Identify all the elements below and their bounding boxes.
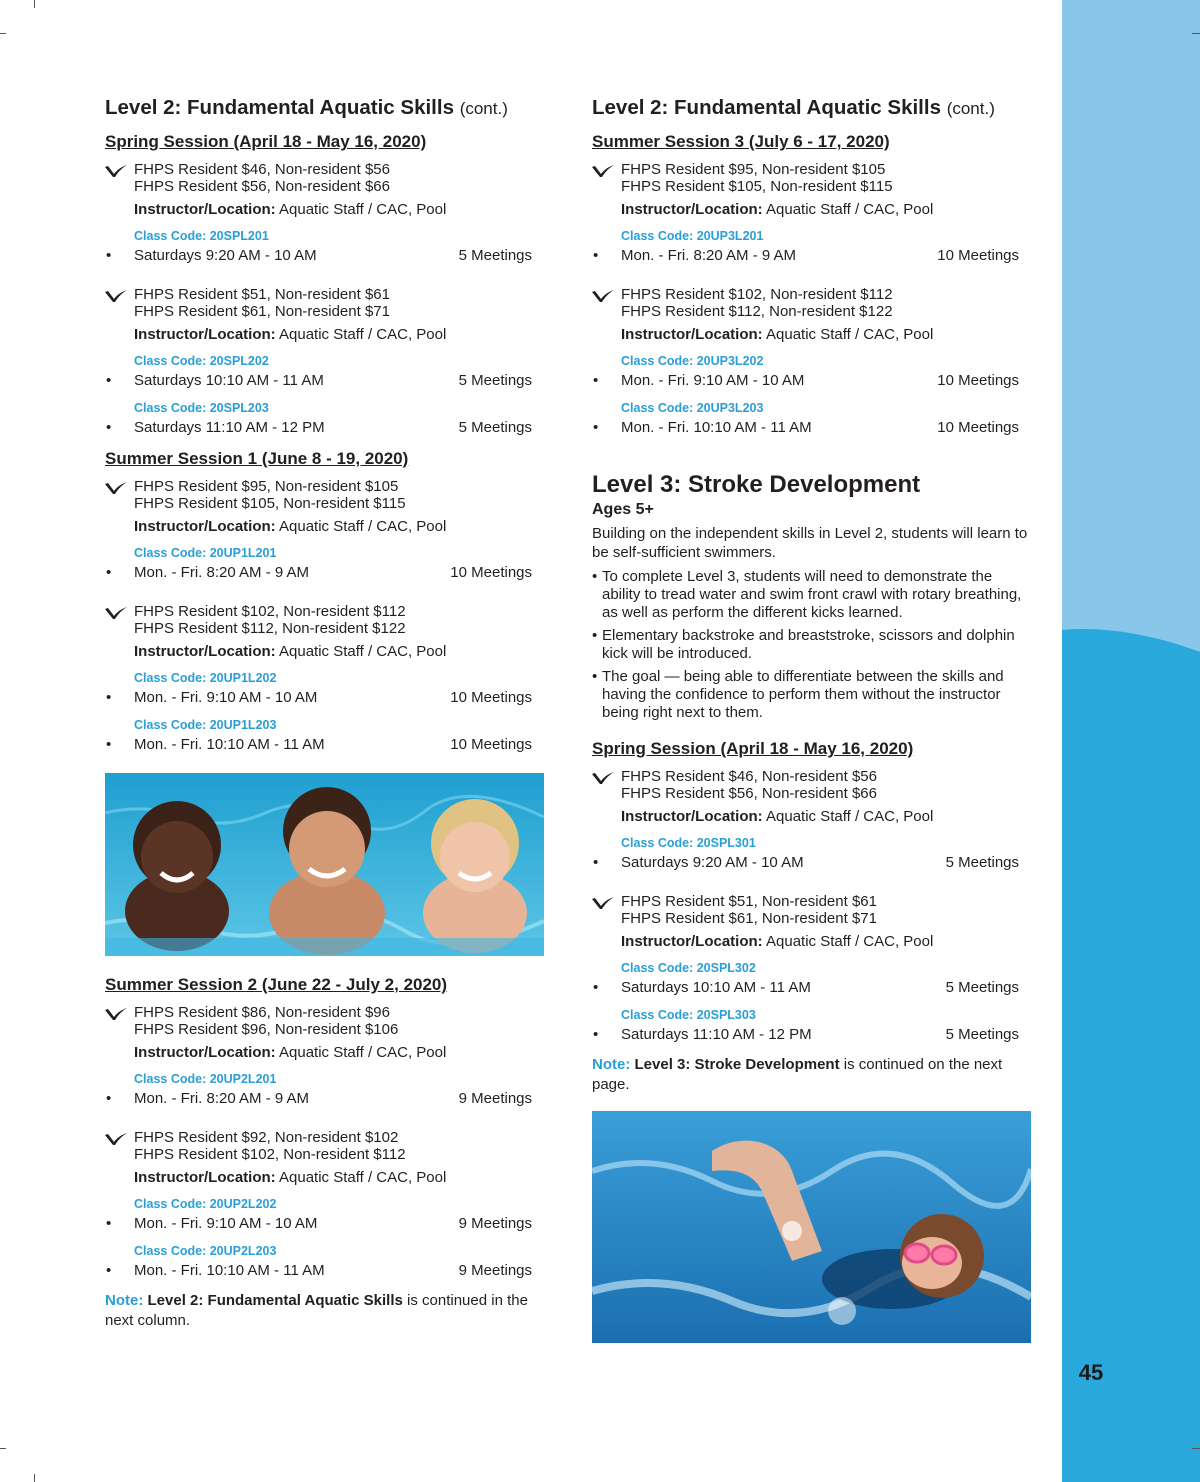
- fee-info: FHPS Resident $46, Non-resident $56 FHPS Resident $56, Non-resident $66: [105, 161, 545, 195]
- instructor-location: Instructor/Location: Aquatic Staff / CAC, Pool: [134, 1169, 447, 1186]
- fee-info: FHPS Resident $92, Non-resident $102 FHPS Resident $102, Non-resident $112: [105, 1129, 545, 1163]
- class-schedule: • Saturdays 11:10 AM - 12 PM 5 Meetings: [106, 419, 532, 436]
- fee-info: FHPS Resident $51, Non-resident $61 FHPS Resident $61, Non-resident $71: [105, 286, 545, 320]
- session-title: Summer Session 1 (June 8 - 19, 2020): [105, 449, 409, 468]
- session-block: [105, 974, 545, 1281]
- instructor-location: Instructor/Location: Aquatic Staff / CAC, Pool: [134, 201, 447, 218]
- class-schedule: • Mon. - Fri. 9:10 AM - 10 AM 9 Meetings: [106, 1215, 532, 1232]
- session-title: Spring Session (April 18 - May 16, 2020): [592, 739, 914, 758]
- class-schedule: • Saturdays 10:10 AM - 11 AM 5 Meetings: [106, 372, 532, 389]
- instructor-location: Instructor/Location: Aquatic Staff / CAC, Pool: [134, 326, 447, 343]
- bullet-icon: •: [592, 627, 598, 644]
- class-code: Class Code: 20UP1L201: [134, 546, 277, 560]
- bullet-icon: •: [593, 247, 599, 264]
- kids-in-pool-photo: [105, 773, 544, 956]
- continued-note: Note: Level 2: Fundamental Aquatic Skills is continued in the next column.: [105, 1292, 528, 1329]
- class-code: Class Code: 20SPL301: [621, 836, 756, 850]
- class-code: Class Code: 20SPL202: [134, 354, 269, 368]
- class-code: Class Code: 20UP3L202: [621, 354, 764, 368]
- checkmark-icon: [592, 164, 614, 178]
- class-code: Class Code: 20UP2L203: [134, 1244, 277, 1258]
- level3-section: [592, 470, 1032, 1343]
- checkmark-icon: [105, 164, 127, 178]
- fee-info: FHPS Resident $102, Non-resident $112 FHPS Resident $112, Non-resident $122: [592, 286, 1032, 320]
- bullet-icon: •: [593, 1026, 599, 1043]
- class-code: Class Code: 20SPL303: [621, 1008, 756, 1022]
- bullet-icon: •: [592, 668, 598, 685]
- bullet-icon: •: [106, 1090, 112, 1107]
- right-column: [592, 94, 1032, 1343]
- wave-shape: [1062, 0, 1200, 1482]
- crop-mark: [34, 1474, 35, 1482]
- class-code: Class Code: 20UP3L203: [621, 401, 764, 415]
- bullet-icon: •: [106, 372, 112, 389]
- fee-info: FHPS Resident $46, Non-resident $56 FHPS Resident $56, Non-resident $66: [592, 768, 1032, 802]
- crop-mark: [1192, 33, 1200, 34]
- bullet-icon: •: [106, 1262, 112, 1279]
- instructor-location: Instructor/Location: Aquatic Staff / CAC, Pool: [134, 643, 447, 660]
- class-schedule: • Mon. - Fri. 10:10 AM - 11 AM 10 Meetings: [106, 736, 532, 753]
- checkmark-icon: [105, 1132, 127, 1146]
- class-schedule: • Saturdays 9:20 AM - 10 AM 5 Meetings: [593, 854, 1019, 871]
- fee-info: FHPS Resident $51, Non-resident $61 FHPS Resident $61, Non-resident $71: [592, 893, 1032, 927]
- session-block: [105, 131, 545, 438]
- checkmark-icon: [105, 1007, 127, 1021]
- instructor-location: Instructor/Location: Aquatic Staff / CAC, Pool: [621, 201, 934, 218]
- class-schedule: • Mon. - Fri. 10:10 AM - 11 AM 9 Meetings: [106, 1262, 532, 1279]
- class-schedule: • Mon. - Fri. 8:20 AM - 9 AM 9 Meetings: [106, 1090, 532, 1107]
- bullet-icon: •: [106, 247, 112, 264]
- age-range: Ages 5+: [592, 501, 654, 518]
- session-title: Summer Session 3 (July 6 - 17, 2020): [592, 132, 890, 151]
- fee-info: FHPS Resident $102, Non-resident $112 FHPS Resident $112, Non-resident $122: [105, 603, 545, 637]
- page-edge-sidebar: [1062, 0, 1200, 1482]
- instructor-location: Instructor/Location: Aquatic Staff / CAC, Pool: [134, 1044, 447, 1061]
- class-code: Class Code: 20UP2L202: [134, 1197, 277, 1211]
- child-swimming-photo: [592, 1111, 1031, 1343]
- bullet-icon: •: [593, 372, 599, 389]
- bullet-icon: •: [592, 568, 598, 585]
- bullet-icon: •: [593, 979, 599, 996]
- level3-title: Level 3: Stroke Development: [592, 471, 921, 498]
- crop-mark: [0, 33, 6, 34]
- bullet-point: • Elementary backstroke and breaststroke, scissors and dolphin kick will be introduced.: [592, 627, 1015, 662]
- class-code: Class Code: 20UP3L201: [621, 229, 764, 243]
- session-title: Summer Session 2 (June 22 - July 2, 2020): [105, 975, 448, 994]
- class-code: Class Code: 20SPL201: [134, 229, 269, 243]
- bullet-point: • To complete Level 3, students will need to demonstrate the ability to tread water and swim front crawl with rotary breathing, as well as perform the different kicks learned.: [592, 568, 1022, 621]
- class-schedule: • Saturdays 9:20 AM - 10 AM 5 Meetings: [106, 247, 532, 264]
- instructor-location: Instructor/Location: Aquatic Staff / CAC, Pool: [621, 326, 934, 343]
- session-block: [105, 448, 545, 755]
- class-schedule: • Saturdays 11:10 AM - 12 PM 5 Meetings: [593, 1026, 1019, 1043]
- crop-mark: [0, 1448, 6, 1449]
- class-schedule: • Mon. - Fri. 8:20 AM - 9 AM 10 Meetings: [106, 564, 532, 581]
- instructor-location: Instructor/Location: Aquatic Staff / CAC, Pool: [621, 933, 934, 950]
- class-schedule: • Mon. - Fri. 10:10 AM - 11 AM 10 Meetings: [593, 419, 1019, 436]
- instructor-location: Instructor/Location: Aquatic Staff / CAC, Pool: [621, 808, 934, 825]
- class-schedule: • Mon. - Fri. 9:10 AM - 10 AM 10 Meetings: [106, 689, 532, 706]
- section-heading: Level 2: Fundamental Aquatic Skills (cont.): [105, 96, 508, 119]
- checkmark-icon: [592, 289, 614, 303]
- bullet-icon: •: [593, 419, 599, 436]
- fee-info: FHPS Resident $95, Non-resident $105 FHPS Resident $105, Non-resident $115: [592, 161, 1032, 195]
- crop-mark: [34, 0, 35, 8]
- class-schedule: • Mon. - Fri. 9:10 AM - 10 AM 10 Meetings: [593, 372, 1019, 389]
- bullet-icon: •: [106, 736, 112, 753]
- class-code: Class Code: 20UP2L201: [134, 1072, 277, 1086]
- session-block: [592, 131, 1032, 438]
- bullet-icon: •: [106, 1215, 112, 1232]
- section-heading: Level 2: Fundamental Aquatic Skills (cont.): [592, 96, 995, 119]
- bullet-icon: •: [106, 564, 112, 581]
- page-number: 45: [1078, 1360, 1104, 1385]
- checkmark-icon: [105, 481, 127, 495]
- class-code: Class Code: 20UP1L203: [134, 718, 277, 732]
- class-code: Class Code: 20UP1L202: [134, 671, 277, 685]
- bullet-point: • The goal — being able to differentiate between the skills and having the confidence to perform them without the instructor being right next to them.: [592, 668, 1004, 721]
- bullet-icon: •: [106, 689, 112, 706]
- session-block: [592, 738, 1032, 1045]
- fee-info: FHPS Resident $95, Non-resident $105 FHPS Resident $105, Non-resident $115: [105, 478, 545, 512]
- bullet-icon: •: [593, 854, 599, 871]
- bullet-icon: •: [106, 419, 112, 436]
- class-code: Class Code: 20SPL302: [621, 961, 756, 975]
- instructor-location: Instructor/Location: Aquatic Staff / CAC, Pool: [134, 518, 447, 535]
- class-schedule: • Mon. - Fri. 8:20 AM - 9 AM 10 Meetings: [593, 247, 1019, 264]
- left-column: [105, 94, 545, 1331]
- checkmark-icon: [105, 289, 127, 303]
- level-description: Building on the independent skills in Level 2, students will learn to be self-sufficient swimmers.: [592, 525, 1028, 561]
- continued-note: Note: Level 3: Stroke Development is continued on the next page.: [592, 1056, 1003, 1093]
- class-schedule: • Saturdays 10:10 AM - 11 AM 5 Meetings: [593, 979, 1019, 996]
- fee-info: FHPS Resident $86, Non-resident $96 FHPS Resident $96, Non-resident $106: [105, 1004, 545, 1038]
- class-code: Class Code: 20SPL203: [134, 401, 269, 415]
- session-title: Spring Session (April 18 - May 16, 2020): [105, 132, 427, 151]
- crop-mark: [1192, 1448, 1200, 1449]
- checkmark-icon: [105, 606, 127, 620]
- checkmark-icon: [592, 771, 614, 785]
- checkmark-icon: [592, 896, 614, 910]
